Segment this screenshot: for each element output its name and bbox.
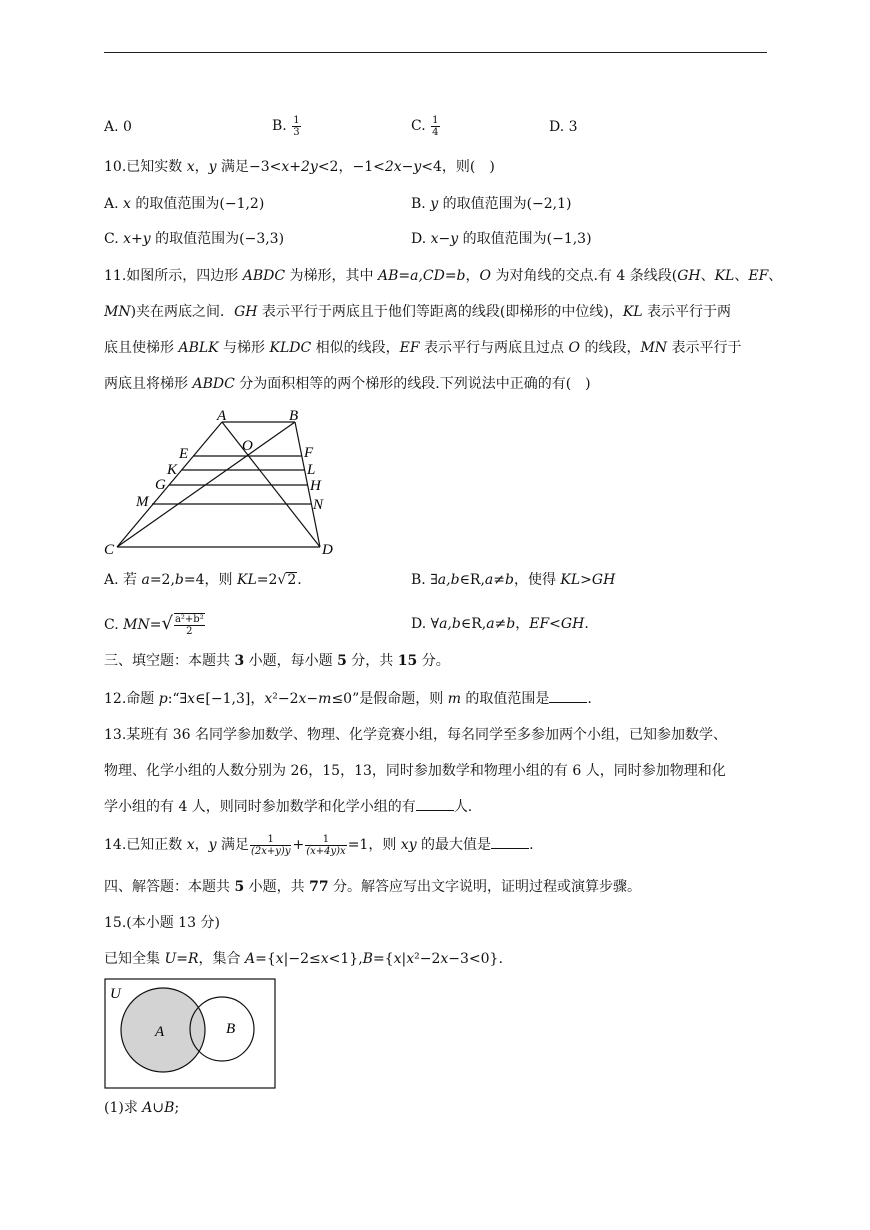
q15-stem: 已知全集 U=R，集合 A={x|−2≤x<1},B={x|x²−2x−3<0}. bbox=[104, 951, 503, 967]
q13-line-3: 学小组的有 4 人，则同时参加数学和化学小组的有 人. bbox=[104, 799, 473, 815]
label-f: F bbox=[304, 445, 314, 461]
section-3-heading: 三、填空题：本题共 3 小题，每小题 5 分，共 15 分。 bbox=[104, 653, 450, 669]
label-d: D bbox=[322, 542, 333, 558]
q9-option-d: D. 3 bbox=[549, 119, 578, 135]
q15-header: 15.(本小题 13 分) bbox=[104, 915, 220, 931]
header-rule bbox=[104, 52, 767, 53]
q11-option-c: C. MN=√ $\frac{\text{a²+b²}}{2}$ bbox=[104, 613, 204, 637]
q13-answer-blank[interactable] bbox=[416, 798, 454, 811]
label-h: H bbox=[310, 478, 321, 494]
label-b: B bbox=[289, 408, 299, 424]
q11-line-3: 底且使梯形 ABLK 与梯形 KLDC 相似的线段，EF 表示平行与两底且过点 O 的线段，MN 表示平行于 bbox=[104, 340, 742, 356]
label-e: E bbox=[179, 446, 189, 462]
label-c: C bbox=[104, 542, 115, 558]
q13-line-2: 物理、化学小组的人数分别为 26，15，13，同时参加数学和物理小组的有 6 人，同时参加物理和化 bbox=[104, 763, 726, 779]
q14-answer-blank[interactable] bbox=[491, 836, 529, 849]
section-4-heading: 四、解答题：本题共 5 小题，共 77 分。解答应写出文字说明，证明过程或演算步骤。 bbox=[104, 879, 642, 895]
venn-diagram bbox=[104, 978, 277, 1090]
q10-stem: 10.已知实数 x，y 满足−3<x+2y<2，−1<2x−y<4，则( ) bbox=[104, 159, 495, 175]
trapezoid-figure bbox=[100, 402, 350, 562]
q13-line-1: 13.某班有 36 名同学参加数学、物理、化学竞赛小组，每名同学至多参加两个小组，已知参加数学、 bbox=[104, 727, 727, 743]
q14-text: 14.已知正数 x，y 满足 $\frac{1}{(2x+y)y}$ + $\frac{1}{(x+4y)x}$ =1，则 xy 的最大值是 . bbox=[104, 833, 534, 857]
q10-option-b: B. y 的取值范围为(−2,1) bbox=[411, 196, 572, 212]
q11-line-4: 两底且将梯形 ABDC 分为面积相等的两个梯形的线段.下列说法中正确的有( ) bbox=[104, 376, 591, 392]
q10-option-d: D. x−y 的取值范围为(−1,3) bbox=[411, 231, 592, 247]
venn-label-b: B bbox=[226, 1021, 236, 1037]
label-a: A bbox=[217, 408, 227, 424]
q11-line-1: 11.如图所示，四边形 ABDC 为梯形，其中 AB=a,CD=b，O 为对角线的交点.有 4 条线段(GH、KL、EF、 bbox=[104, 268, 783, 284]
q11-line-2: MN)夹在两底之间．GH 表示平行于两底且于他们等距离的线段(即梯形的中位线)，KL 表示平行于两 bbox=[104, 304, 732, 320]
q12-answer-blank[interactable] bbox=[549, 690, 587, 703]
label-n: N bbox=[313, 497, 324, 513]
q10-option-c: C. x+y 的取值范围为(−3,3) bbox=[104, 231, 285, 247]
label-o: O bbox=[242, 438, 253, 454]
q15-part-1: (1)求 A∪B; bbox=[104, 1100, 180, 1116]
label-k: K bbox=[167, 462, 178, 478]
venn-label-a: A bbox=[155, 1024, 165, 1040]
q11-option-b: B. ∃a,b∈R,a≠b，使得 KL>GH bbox=[411, 572, 616, 588]
q11-option-d: D. ∀a,b∈R,a≠b，EF<GH. bbox=[411, 616, 589, 632]
label-l: L bbox=[307, 462, 316, 478]
q10-option-a: A. x 的取值范围为(−1,2) bbox=[104, 196, 265, 212]
q9-option-b: B. $\frac{1}{3}$ bbox=[272, 114, 300, 138]
label-m: M bbox=[136, 494, 149, 510]
q12-text: 12.命题 p:“∃x∈[−1,3]，x²−2x−m≤0”是假命题，则 m 的取值范围是 . bbox=[104, 691, 592, 707]
label-g: G bbox=[155, 477, 166, 493]
venn-label-u: U bbox=[110, 986, 121, 1002]
q11-option-a: A. 若 a=2,b=4，则 KL=2√2. bbox=[104, 572, 302, 588]
q9-option-a: A. 0 bbox=[104, 119, 132, 135]
q9-option-c: C. $\frac{1}{4}$ bbox=[411, 114, 439, 138]
